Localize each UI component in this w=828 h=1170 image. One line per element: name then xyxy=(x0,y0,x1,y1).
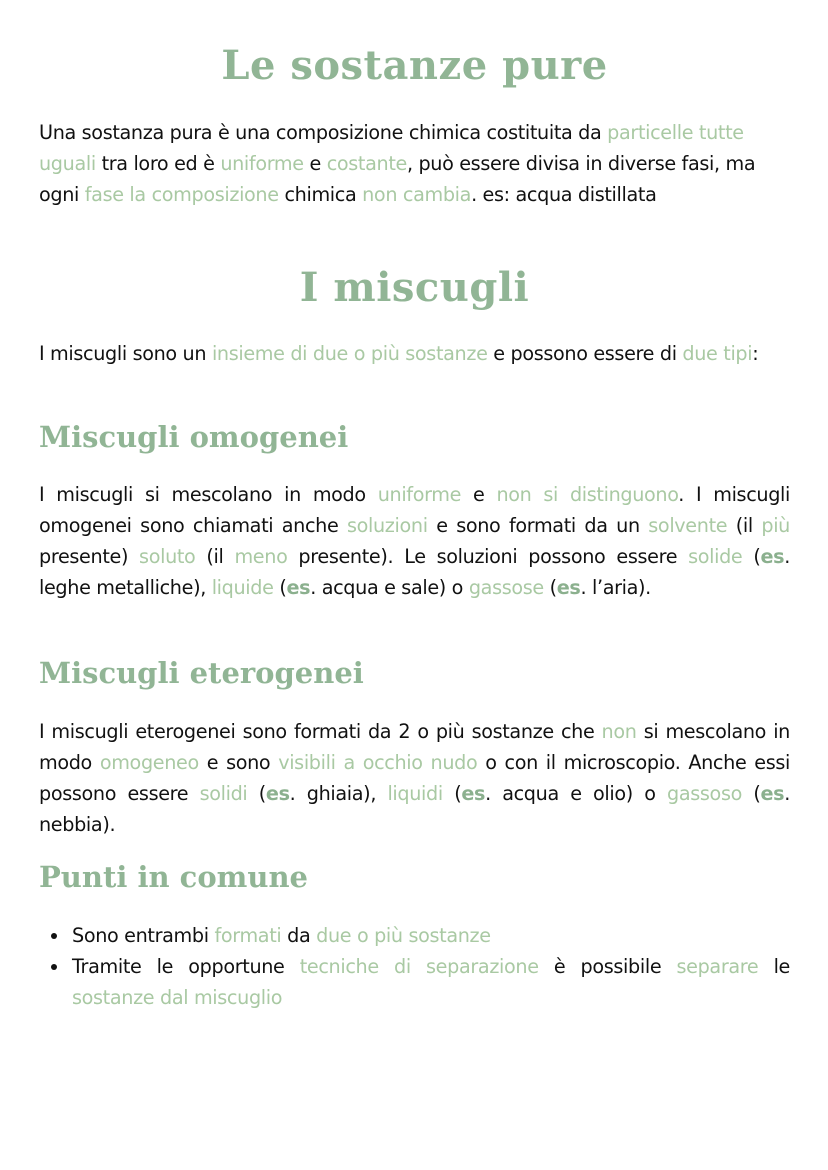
highlighted-term: tecniche di separazione xyxy=(299,955,539,978)
text-run: è possibile xyxy=(538,955,677,978)
text-run: e sono xyxy=(198,751,279,774)
highlighted-term: due tipi xyxy=(682,342,753,365)
list-item xyxy=(39,951,790,1013)
highlighted-term: soluto xyxy=(139,545,196,568)
list-item xyxy=(39,920,790,951)
highlighted-term: costante xyxy=(326,152,407,175)
text-run: . ghiaia), xyxy=(289,782,388,805)
example-marker: es xyxy=(286,576,311,599)
highlighted-term: soluzioni xyxy=(346,514,428,537)
example-marker: es xyxy=(461,782,486,805)
text-run: . acqua e sale) o xyxy=(310,576,469,599)
text-run: e xyxy=(303,152,327,175)
heading-punti-in-comune: Punti in comune xyxy=(39,860,308,894)
text-run: ( xyxy=(442,782,462,805)
highlighted-term: solidi xyxy=(199,782,248,805)
text-run: . I miscugli omogenei sono chiamati anche xyxy=(39,483,791,537)
highlighted-term: insieme di due o più sostanze xyxy=(211,342,488,365)
text-run: tra loro ed è xyxy=(95,152,221,175)
paragraph-miscugli xyxy=(39,338,790,369)
text-run: Sono entrambi xyxy=(72,924,215,947)
text-run: e xyxy=(461,483,497,506)
example-marker: es xyxy=(556,576,581,599)
text-run: Tramite le opportune xyxy=(72,955,300,978)
highlighted-term: separare xyxy=(676,955,759,978)
highlighted-term: due o più sostanze xyxy=(316,924,491,947)
highlighted-term: visibili a occhio nudo xyxy=(278,751,478,774)
highlighted-term: liquide xyxy=(211,576,274,599)
text-run: (il xyxy=(195,545,235,568)
text-run: presente) xyxy=(39,545,140,568)
list-item-text xyxy=(72,951,790,1013)
bullet-icon xyxy=(51,933,57,939)
highlighted-term: fase la composizione xyxy=(84,183,279,206)
text-run: presente). Le soluzioni possono essere xyxy=(287,545,689,568)
text-run: e possono essere di xyxy=(487,342,683,365)
highlighted-term: particelle tutte uguali xyxy=(39,121,744,175)
text-run: e sono formati da un xyxy=(427,514,649,537)
highlighted-term: non cambia xyxy=(362,183,472,206)
highlighted-term: uniforme xyxy=(377,483,462,506)
title-sostanze-pure: Le sostanze pure xyxy=(221,42,608,89)
paragraph-miscugli-omogenei xyxy=(39,479,790,603)
text-run: ( xyxy=(742,545,761,568)
text-run: chimica xyxy=(278,183,363,206)
text-run: da xyxy=(281,924,317,947)
example-marker: es xyxy=(760,782,785,805)
highlighted-term: gassose xyxy=(468,576,544,599)
highlighted-term: gassoso xyxy=(667,782,742,805)
text-run: ( xyxy=(273,576,287,599)
text-run: Una sostanza pura è una composizione chimica costituita da xyxy=(39,121,608,144)
text-run: I miscugli eterogenei sono formati da 2 o più sostanze che xyxy=(39,720,602,743)
highlighted-term: uniforme xyxy=(220,152,304,175)
text-run: ( xyxy=(742,782,761,805)
title-miscugli: I miscugli xyxy=(299,264,530,311)
text-run: ( xyxy=(543,576,557,599)
heading-miscugli-eterogenei: Miscugli eterogenei xyxy=(39,656,364,690)
highlighted-term: più xyxy=(761,514,790,537)
text-run: (il xyxy=(727,514,762,537)
text-run: . acqua e olio) o xyxy=(485,782,668,805)
text-run: ( xyxy=(247,782,266,805)
paragraph-sostanze-pure xyxy=(39,117,790,210)
text-run: si mescolano in modo xyxy=(39,720,790,774)
highlighted-term: solvente xyxy=(648,514,728,537)
highlighted-term: meno xyxy=(234,545,288,568)
highlighted-term: solide xyxy=(688,545,743,568)
highlighted-term: formati xyxy=(214,924,282,947)
highlighted-term: liquidi xyxy=(387,782,443,805)
text-run: , può essere divisa in diverse fasi, ma ogni xyxy=(39,152,756,206)
common-points-list xyxy=(39,920,790,1013)
paragraph-miscugli-eterogenei xyxy=(39,716,790,840)
text-run: . nebbia). xyxy=(39,782,790,836)
text-run: . leghe metalliche), xyxy=(39,545,790,599)
text-run: o con il microscopio. Anche essi possono essere xyxy=(39,751,790,805)
text-run: . l’aria). xyxy=(580,576,651,599)
example-marker: es xyxy=(760,545,785,568)
example-marker: es xyxy=(265,782,290,805)
text-run: : xyxy=(752,342,759,365)
highlighted-term: non si distinguono xyxy=(496,483,679,506)
list-item-text xyxy=(72,924,491,947)
bullet-icon xyxy=(51,964,57,970)
highlighted-term: non xyxy=(601,720,637,743)
text-run: I miscugli sono un xyxy=(39,342,212,365)
highlighted-term: sostanze dal miscuglio xyxy=(72,986,283,1009)
text-run: . es: acqua distillata xyxy=(471,183,657,206)
highlighted-term: omogeneo xyxy=(99,751,199,774)
heading-miscugli-omogenei: Miscugli omogenei xyxy=(39,420,349,454)
text-run: le xyxy=(758,955,790,978)
text-run: I miscugli si mescolano in modo xyxy=(39,483,378,506)
